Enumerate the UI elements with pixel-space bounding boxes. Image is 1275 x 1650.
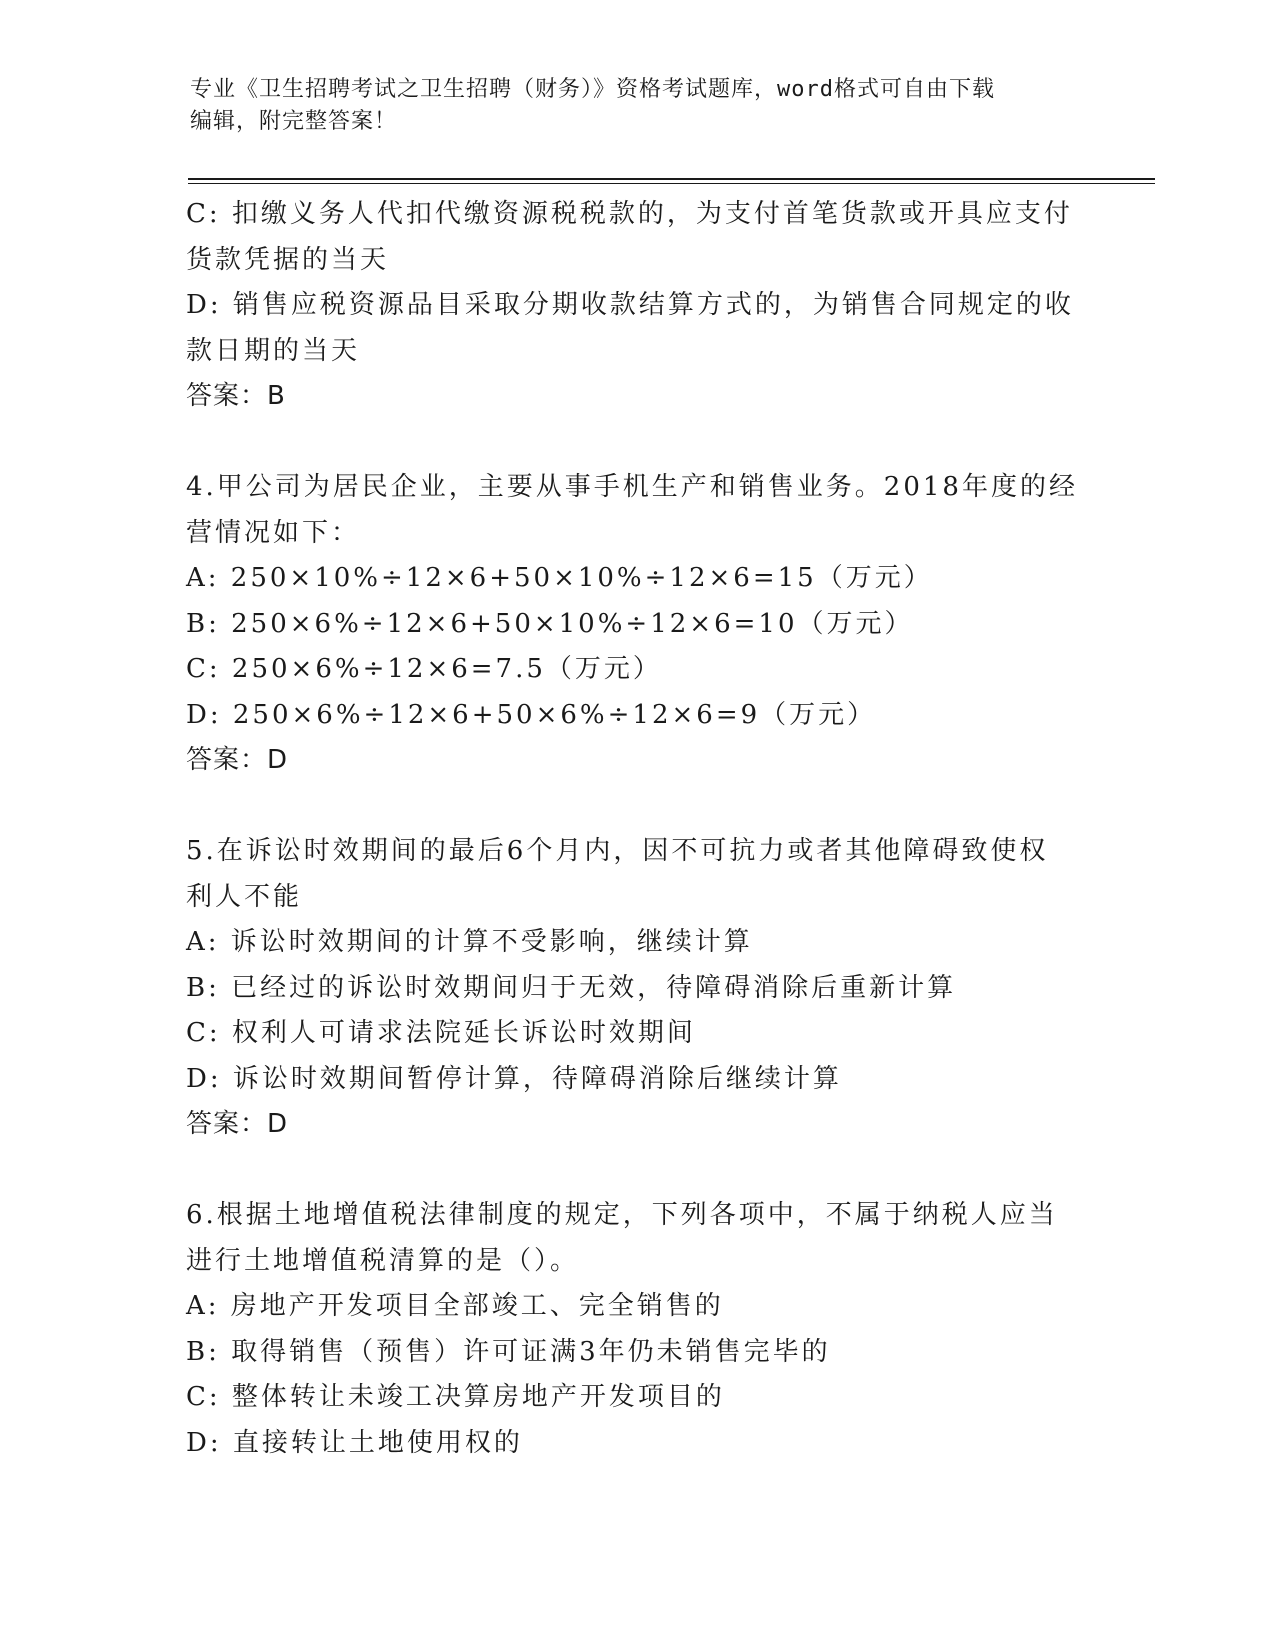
option-text: D: 销售应税资源品目采取分期收款结算方式的，为销售合同规定的收 xyxy=(186,290,1074,320)
block-spacer xyxy=(186,784,1086,830)
block-spacer xyxy=(186,1148,1086,1194)
option-b: B: 已经过的诉讼时效期间归于无效，待障碍消除后重新计算 xyxy=(186,972,957,1003)
option-d: D: 诉讼时效期间暂停计算，待障碍消除后继续计算 xyxy=(186,1063,842,1094)
option-c: C: 整体转让未竣工决算房地产开发项目的 xyxy=(186,1382,725,1412)
option-d: D: 直接转让土地使用权的 xyxy=(186,1427,523,1458)
question-block xyxy=(186,192,1086,420)
question-stem: 4.甲公司为居民企业，主要从事手机生产和销售业务。2018年度的经 xyxy=(186,472,1078,502)
answer-text: 答案：B xyxy=(186,381,286,411)
option-d: D: 250×6%÷12×6+50×6%÷12×6=9（万元） xyxy=(186,699,877,730)
header-divider-thin xyxy=(188,183,1155,184)
header-line-1: 专业《卫生招聘考试之卫生招聘（财务）》资格考试题库，word格式可自由下载 xyxy=(190,77,995,102)
answer-text: 答案：D xyxy=(186,745,289,775)
question-block xyxy=(186,829,1086,1148)
option-b: B: 250×6%÷12×6+50×10%÷12×6=10（万元） xyxy=(186,608,914,639)
option-a: A: 250×10%÷12×6+50×10%÷12×6=15（万元） xyxy=(186,563,933,593)
question-stem: 5.在诉讼时效期间的最后6个月内，因不可抗力或者其他障碍致使权 xyxy=(186,836,1049,866)
option-text: 款日期的当天 xyxy=(186,335,361,366)
question-stem: 进行土地增值税清算的是（）。 xyxy=(186,1245,580,1276)
question-block xyxy=(186,465,1086,784)
question-stem: 营情况如下： xyxy=(186,517,361,548)
option-c: C: 250×6%÷12×6=7.5（万元） xyxy=(186,654,662,684)
option-text: C: 扣缴义务人代扣代缴资源税税款的，为支付首笔货款或开具应支付 xyxy=(186,199,1073,229)
option-a: A: 房地产开发项目全部竣工、完全销售的 xyxy=(186,1291,724,1321)
question-list xyxy=(186,192,1086,1466)
question-stem: 利人不能 xyxy=(186,881,303,912)
option-b: B: 取得销售（预售）许可证满3年仍未销售完毕的 xyxy=(186,1336,831,1367)
question-stem: 6.根据土地增值税法律制度的规定，下列各项中，不属于纳税人应当 xyxy=(186,1200,1058,1230)
answer-text: 答案：D xyxy=(186,1109,289,1139)
option-text: 货款凭据的当天 xyxy=(186,244,390,275)
option-c: C: 权利人可请求法院延长诉讼时效期间 xyxy=(186,1018,696,1048)
header-divider-thick xyxy=(188,178,1155,180)
question-block xyxy=(186,1193,1086,1466)
header-line-2: 编辑，附完整答案！ xyxy=(190,109,398,134)
option-a: A: 诉讼时效期间的计算不受影响，继续计算 xyxy=(186,927,753,957)
document-header xyxy=(190,74,1090,138)
block-spacer xyxy=(186,420,1086,466)
